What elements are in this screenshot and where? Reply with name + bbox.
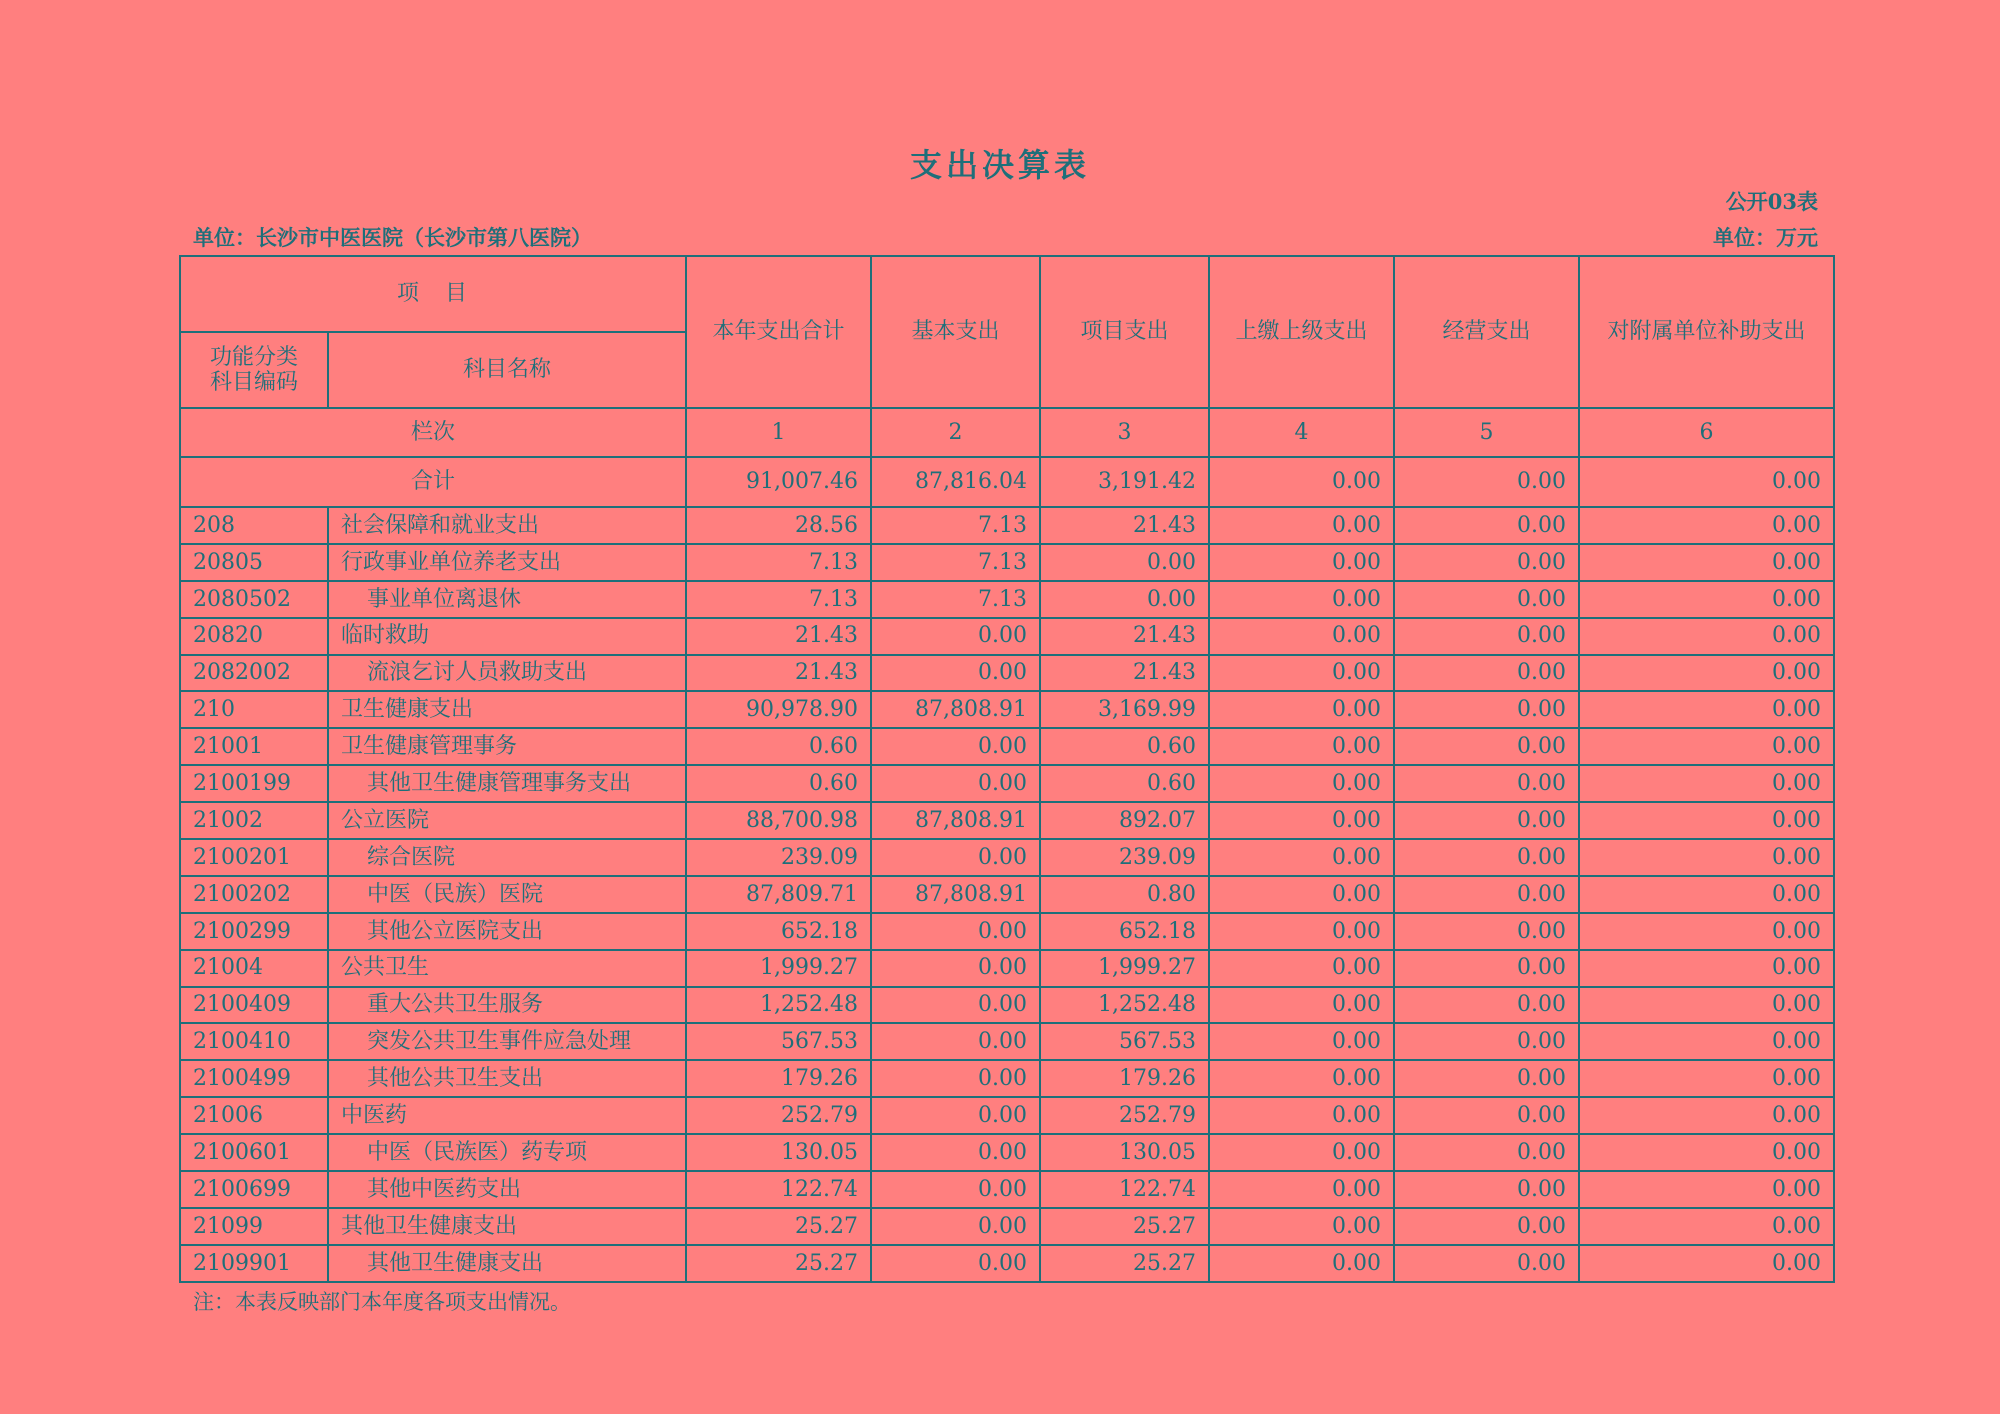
row-value: 7.13	[871, 544, 1040, 581]
row-value: 0.00	[871, 618, 1040, 655]
row-value: 0.00	[871, 1060, 1040, 1097]
table-row	[180, 655, 1834, 692]
table-row	[180, 1134, 1834, 1171]
row-value: 0.00	[1394, 1171, 1579, 1208]
table-row	[180, 507, 1834, 544]
row-value: 0.00	[1394, 1245, 1579, 1282]
row-value: 1,252.48	[1040, 987, 1209, 1024]
row-value: 0.00	[871, 987, 1040, 1024]
row-value: 0.00	[1579, 765, 1834, 802]
row-value: 0.00	[1209, 839, 1394, 876]
table-row	[180, 581, 1834, 618]
row-value: 0.00	[1579, 507, 1834, 544]
row-code: 21004	[180, 950, 328, 987]
row-code: 2100202	[180, 876, 328, 913]
row-value: 0.00	[1209, 1060, 1394, 1097]
row-value: 239.09	[1040, 839, 1209, 876]
table-note: 注：本表反映部门本年度各项支出情况。	[193, 1290, 571, 1314]
row-value: 7.13	[871, 581, 1040, 618]
row-code: 20820	[180, 618, 328, 655]
row-code: 2100201	[180, 839, 328, 876]
header-name: 科目名称	[328, 332, 686, 408]
row-value: 652.18	[1040, 913, 1209, 950]
row-value: 0.00	[1209, 913, 1394, 950]
row-value: 130.05	[686, 1134, 871, 1171]
row-value: 0.80	[1040, 876, 1209, 913]
row-name: 公立医院	[328, 802, 686, 839]
row-code: 2100299	[180, 913, 328, 950]
row-code: 2082002	[180, 655, 328, 692]
table-row	[180, 1208, 1834, 1245]
row-code: 21002	[180, 802, 328, 839]
row-value: 0.00	[1579, 1023, 1834, 1060]
row-value: 0.00	[1209, 1208, 1394, 1245]
row-code: 21001	[180, 728, 328, 765]
row-value: 21.43	[1040, 507, 1209, 544]
table-row	[180, 987, 1834, 1024]
row-value: 0.00	[1394, 802, 1579, 839]
row-name: 突发公共卫生事件应急处理	[328, 1023, 686, 1060]
row-value: 3,169.99	[1040, 691, 1209, 728]
report-title: 支出决算表	[909, 146, 1090, 184]
table-row	[180, 691, 1834, 728]
row-value: 567.53	[1040, 1023, 1209, 1060]
row-value: 21.43	[1040, 618, 1209, 655]
row-code: 21006	[180, 1097, 328, 1134]
row-name: 中医（民族医）药专项	[328, 1134, 686, 1171]
row-code: 2080502	[180, 581, 328, 618]
row-value: 892.07	[1040, 802, 1209, 839]
row-value: 0.00	[1209, 655, 1394, 692]
row-name: 其他中医药支出	[328, 1171, 686, 1208]
total-value: 0.00	[1394, 457, 1579, 507]
row-value: 0.00	[871, 728, 1040, 765]
row-value: 0.00	[1579, 1171, 1834, 1208]
index-label: 栏次	[180, 408, 686, 457]
index-number: 1	[686, 408, 871, 457]
row-value: 25.27	[1040, 1208, 1209, 1245]
row-value: 122.74	[686, 1171, 871, 1208]
row-value: 122.74	[1040, 1171, 1209, 1208]
row-value: 0.00	[1394, 618, 1579, 655]
row-value: 1,999.27	[1040, 950, 1209, 987]
row-value: 0.00	[1209, 876, 1394, 913]
row-name: 卫生健康支出	[328, 691, 686, 728]
row-value: 87,809.71	[686, 876, 871, 913]
row-value: 0.00	[1040, 581, 1209, 618]
row-value: 0.00	[1394, 913, 1579, 950]
row-value: 21.43	[1040, 655, 1209, 692]
row-value: 0.00	[1579, 802, 1834, 839]
row-value: 252.79	[1040, 1097, 1209, 1134]
row-value: 0.00	[1579, 544, 1834, 581]
row-value: 0.00	[1209, 544, 1394, 581]
row-value: 7.13	[686, 544, 871, 581]
table-row	[180, 1171, 1834, 1208]
row-value: 0.00	[871, 913, 1040, 950]
total-value: 3,191.42	[1040, 457, 1209, 507]
currency-unit: 单位：万元	[1713, 225, 1818, 250]
row-value: 0.60	[1040, 765, 1209, 802]
row-value: 0.00	[1579, 1060, 1834, 1097]
table-row	[180, 618, 1834, 655]
total-label: 合计	[180, 457, 686, 507]
row-value: 0.00	[1394, 1134, 1579, 1171]
table-row	[180, 1060, 1834, 1097]
row-value: 0.00	[871, 1134, 1040, 1171]
table-row	[180, 765, 1834, 802]
row-value: 252.79	[686, 1097, 871, 1134]
header-col-5: 经营支出	[1394, 256, 1579, 408]
row-value: 0.60	[1040, 728, 1209, 765]
row-code: 2109901	[180, 1245, 328, 1282]
row-name: 其他卫生健康支出	[328, 1208, 686, 1245]
row-value: 0.00	[1209, 728, 1394, 765]
row-value: 0.00	[1209, 618, 1394, 655]
row-code: 2100199	[180, 765, 328, 802]
row-name: 中医（民族）医院	[328, 876, 686, 913]
row-value: 0.00	[871, 765, 1040, 802]
row-value: 0.00	[1579, 913, 1834, 950]
table-row	[180, 728, 1834, 765]
row-value: 0.00	[871, 1245, 1040, 1282]
row-value: 0.00	[871, 1023, 1040, 1060]
row-value: 652.18	[686, 913, 871, 950]
row-name: 其他卫生健康支出	[328, 1245, 686, 1282]
header-col-4: 上缴上级支出	[1209, 256, 1394, 408]
row-value: 0.00	[1579, 655, 1834, 692]
row-value: 0.00	[1579, 618, 1834, 655]
row-value: 0.00	[1394, 839, 1579, 876]
index-number: 3	[1040, 408, 1209, 457]
row-name: 流浪乞讨人员救助支出	[328, 655, 686, 692]
row-value: 0.00	[1209, 1245, 1394, 1282]
row-name: 公共卫生	[328, 950, 686, 987]
row-value: 90,978.90	[686, 691, 871, 728]
row-value: 0.00	[1394, 987, 1579, 1024]
row-name: 重大公共卫生服务	[328, 987, 686, 1024]
row-name: 卫生健康管理事务	[328, 728, 686, 765]
row-value: 0.00	[1394, 728, 1579, 765]
row-value: 130.05	[1040, 1134, 1209, 1171]
row-value: 0.00	[1394, 1060, 1579, 1097]
row-value: 0.00	[1040, 544, 1209, 581]
total-row	[180, 457, 1834, 507]
row-value: 0.00	[871, 655, 1040, 692]
row-value: 21.43	[686, 655, 871, 692]
row-value: 0.00	[1394, 544, 1579, 581]
row-code: 21099	[180, 1208, 328, 1245]
row-value: 239.09	[686, 839, 871, 876]
row-value: 0.00	[871, 839, 1040, 876]
row-value: 0.00	[1579, 1134, 1834, 1171]
row-code: 2100410	[180, 1023, 328, 1060]
index-number: 2	[871, 408, 1040, 457]
row-value: 0.00	[1209, 987, 1394, 1024]
row-value: 0.00	[1209, 765, 1394, 802]
row-value: 0.00	[1579, 581, 1834, 618]
row-value: 0.00	[1209, 507, 1394, 544]
row-value: 0.00	[1394, 876, 1579, 913]
row-value: 0.00	[1579, 1245, 1834, 1282]
row-value: 0.00	[1394, 655, 1579, 692]
row-value: 179.26	[686, 1060, 871, 1097]
row-value: 0.00	[1209, 1023, 1394, 1060]
row-value: 0.00	[1579, 728, 1834, 765]
row-value: 0.00	[1209, 802, 1394, 839]
table-row	[180, 1097, 1834, 1134]
index-number: 6	[1579, 408, 1834, 457]
header-col-2: 基本支出	[871, 256, 1040, 408]
row-value: 0.00	[1579, 1097, 1834, 1134]
row-value: 567.53	[686, 1023, 871, 1060]
row-code: 20805	[180, 544, 328, 581]
row-value: 0.00	[1209, 1097, 1394, 1134]
row-value: 28.56	[686, 507, 871, 544]
row-value: 87,808.91	[871, 876, 1040, 913]
header-code: 功能分类 科目编码	[180, 332, 328, 408]
form-number: 公开03表	[1725, 189, 1818, 214]
row-value: 0.00	[1394, 691, 1579, 728]
row-value: 0.00	[1209, 581, 1394, 618]
row-name: 行政事业单位养老支出	[328, 544, 686, 581]
row-code: 208	[180, 507, 328, 544]
row-name: 综合医院	[328, 839, 686, 876]
row-value: 0.60	[686, 728, 871, 765]
table-row	[180, 1023, 1834, 1060]
row-code: 2100409	[180, 987, 328, 1024]
row-name: 其他公立医院支出	[328, 913, 686, 950]
row-value: 0.00	[871, 950, 1040, 987]
table-row	[180, 950, 1834, 987]
row-value: 0.00	[1579, 950, 1834, 987]
row-value: 7.13	[871, 507, 1040, 544]
row-value: 0.00	[1579, 987, 1834, 1024]
row-value: 0.00	[1579, 691, 1834, 728]
row-value: 0.00	[1209, 691, 1394, 728]
reporting-unit: 单位：长沙市中医医院（长沙市第八医院）	[193, 225, 592, 250]
row-value: 25.27	[686, 1245, 871, 1282]
row-value: 0.00	[1209, 950, 1394, 987]
row-value: 0.00	[1394, 581, 1579, 618]
row-name: 中医药	[328, 1097, 686, 1134]
row-value: 0.00	[1394, 1023, 1579, 1060]
header-item: 项 目	[180, 256, 686, 332]
total-value: 91,007.46	[686, 457, 871, 507]
row-value: 0.00	[871, 1097, 1040, 1134]
row-name: 临时救助	[328, 618, 686, 655]
header-col-3: 项目支出	[1040, 256, 1209, 408]
table-row	[180, 802, 1834, 839]
row-value: 179.26	[1040, 1060, 1209, 1097]
row-value: 88,700.98	[686, 802, 871, 839]
row-value: 0.00	[871, 1208, 1040, 1245]
total-value: 87,816.04	[871, 457, 1040, 507]
index-number: 4	[1209, 408, 1394, 457]
total-value: 0.00	[1209, 457, 1394, 507]
row-name: 事业单位离退休	[328, 581, 686, 618]
row-value: 0.00	[1209, 1134, 1394, 1171]
row-value: 0.00	[1394, 1208, 1579, 1245]
row-value: 0.00	[1394, 950, 1579, 987]
row-value: 87,808.91	[871, 802, 1040, 839]
row-name: 其他卫生健康管理事务支出	[328, 765, 686, 802]
row-value: 0.00	[1579, 876, 1834, 913]
total-value: 0.00	[1579, 457, 1834, 507]
table-row	[180, 876, 1834, 913]
table-row	[180, 544, 1834, 581]
row-name: 其他公共卫生支出	[328, 1060, 686, 1097]
row-name: 社会保障和就业支出	[328, 507, 686, 544]
row-value: 87,808.91	[871, 691, 1040, 728]
row-value: 25.27	[1040, 1245, 1209, 1282]
table-row	[180, 913, 1834, 950]
table-row	[180, 1245, 1834, 1282]
row-code: 2100499	[180, 1060, 328, 1097]
row-value: 0.00	[1209, 1171, 1394, 1208]
row-value: 0.00	[1394, 1097, 1579, 1134]
index-number: 5	[1394, 408, 1579, 457]
table-row	[180, 839, 1834, 876]
row-value: 1,999.27	[686, 950, 871, 987]
header-col-6: 对附属单位补助支出	[1579, 256, 1834, 408]
row-value: 21.43	[686, 618, 871, 655]
row-code: 2100601	[180, 1134, 328, 1171]
row-code: 2100699	[180, 1171, 328, 1208]
row-value: 0.60	[686, 765, 871, 802]
row-value: 0.00	[1579, 1208, 1834, 1245]
row-value: 0.00	[871, 1171, 1040, 1208]
row-value: 1,252.48	[686, 987, 871, 1024]
expenditure-table	[179, 255, 1835, 1283]
row-value: 25.27	[686, 1208, 871, 1245]
row-value: 0.00	[1394, 507, 1579, 544]
row-code: 210	[180, 691, 328, 728]
header-col-1: 本年支出合计	[686, 256, 871, 408]
row-value: 0.00	[1394, 765, 1579, 802]
row-value: 7.13	[686, 581, 871, 618]
row-value: 0.00	[1579, 839, 1834, 876]
